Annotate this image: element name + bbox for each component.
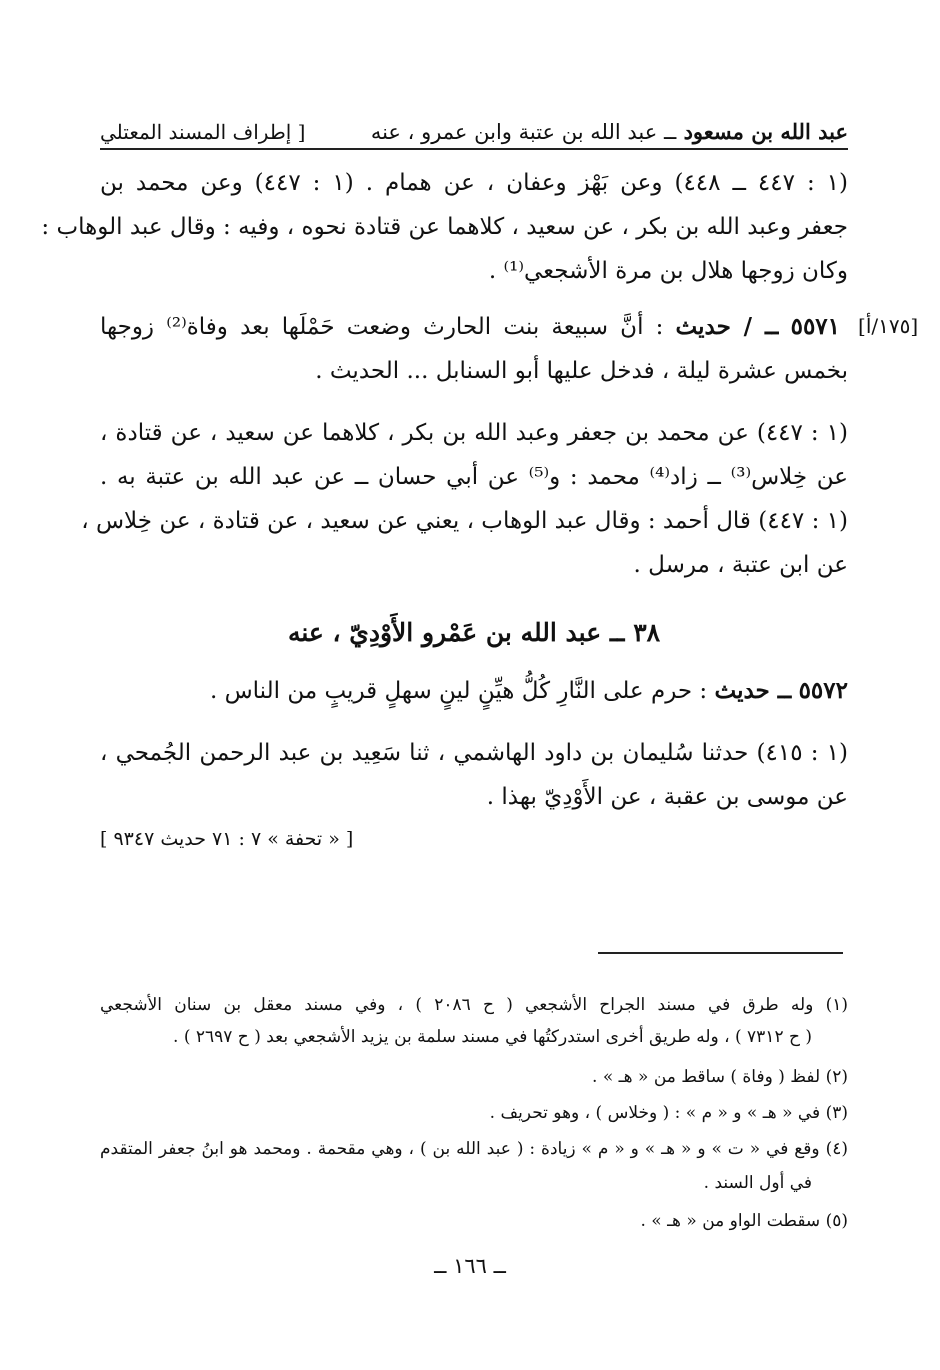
hadith-text: : أنَّ سبيعة بنت الحارث وضعت حَمْلَها بعد وفاة⁽²⁾ زوجها	[100, 314, 664, 340]
header-title	[371, 119, 848, 144]
header-title-bold: عبد الله بن مسعود	[683, 119, 848, 144]
page-number: ــ ١٦٦ ــ	[434, 1254, 506, 1278]
hadith-number: ٥٥٧٢	[798, 677, 848, 704]
running-header	[100, 104, 848, 150]
footnote-line: ( ح ٧٣١٢ ) ، وله طريق أخرى استدركتُها في مسند سلمة بن يزيد الأشجعي بعد ( ح ٢٦٩٧ ) .	[173, 1027, 812, 1047]
hadith-text: : حرم على النَّارِ كُلُّ هيِّنٍ لينٍ سهلٍ قريبٍ من الناس .	[209, 678, 708, 704]
text-line: عن خِلاس⁽³⁾ ــ زاد⁽⁴⁾ محمد : و⁽⁵⁾ عن أبي حسان ــ عن عبد الله بن عتبة به .	[100, 464, 848, 490]
hadith-label: ــ حديث	[714, 677, 792, 704]
footnote-line: في أول السند .	[703, 1173, 812, 1193]
footnote-line: (١) وله طرق في مسند الجراح الأشجعي ( ح ٢٠٨٦ ) ، وفي مسند معقل بن سنان الأشجعي	[100, 995, 848, 1015]
footnote-line: (٤) وقع في « ت » و « هـ » و « م » زيادة : ( عبد الله بن ) ، وهي مقحمة . ومحمد هو ابنُ جعفر المتقدم	[100, 1139, 848, 1159]
text-line: عن ابن عتبة ، مرسل .	[633, 552, 848, 578]
header-book-name: [ إطراف المسند المعتلي	[100, 120, 306, 144]
text-line: جعفر وعبد الله بن بكر ، عن سعيد ، كلاهما عن قتادة نحوه ، وفيه : وقال عبد الوهاب :	[41, 214, 848, 240]
text-line: (١ : ٤٤٧ ــ ٤٤٨) وعن بَهْز وعفان ، عن همام . (١ : ٤٤٧) وعن محمد بن	[100, 170, 849, 196]
text-line: (١ : ٤٤٧) عن محمد بن جعفر وعبد الله بن بكر ، كلاهما عن سعيد ، عن قتادة ،	[100, 420, 848, 446]
text-line: بخمس عشرة ليلة ، فدخل عليها أبو السنابل ... الحديث .	[315, 358, 848, 384]
text-line: وكان زوجها هلال بن مرة الأشجعي⁽¹⁾ .	[488, 258, 848, 284]
footnote-line: (٥) سقطت الواو من « هـ » .	[640, 1211, 848, 1231]
section-heading: ٣٨ ــ عبد الله بن عَمْرو الأَوْدِيّ ، عنه	[287, 618, 661, 647]
header-title-rest: ــ عبد الله بن عتبة وابن عمرو ، عنه	[370, 120, 677, 144]
margin-folio-ref: [١٧٥/أ]	[858, 314, 919, 338]
hadith-number: ٥٥٧١	[790, 313, 841, 340]
footnote-line: (٣) في « هـ » و « م » : ( وخلاس ) ، وهو تحريف .	[489, 1103, 848, 1123]
text-line: (١ : ٤٤٧) قال أحمد : وقال عبد الوهاب ، يعني عن سعيد ، عن قتادة ، عن خِلاس ،	[81, 508, 848, 534]
text-line: (١ : ٤١٥) حدثنا سُليمان بن داود الهاشمي ، ثنا سَعِيد بن عبد الرحمن الجُمحي ،	[100, 740, 848, 766]
tuhfa-reference: [ « تحفة » ٧ : ٧١ حديث ٩٣٤٧ ]	[100, 828, 354, 850]
hadith-5571-line	[100, 312, 840, 342]
hadith-5572-line	[100, 676, 848, 706]
footnote-separator	[598, 952, 843, 954]
footnote-line: (٢) لفظ ( وفاة ) ساقط من « هـ » .	[592, 1067, 848, 1087]
hadith-label: ــ / حديث	[675, 313, 779, 340]
text-line: عن موسى بن عقبة ، عن الأَوْدِيّ بهذا .	[486, 784, 848, 810]
